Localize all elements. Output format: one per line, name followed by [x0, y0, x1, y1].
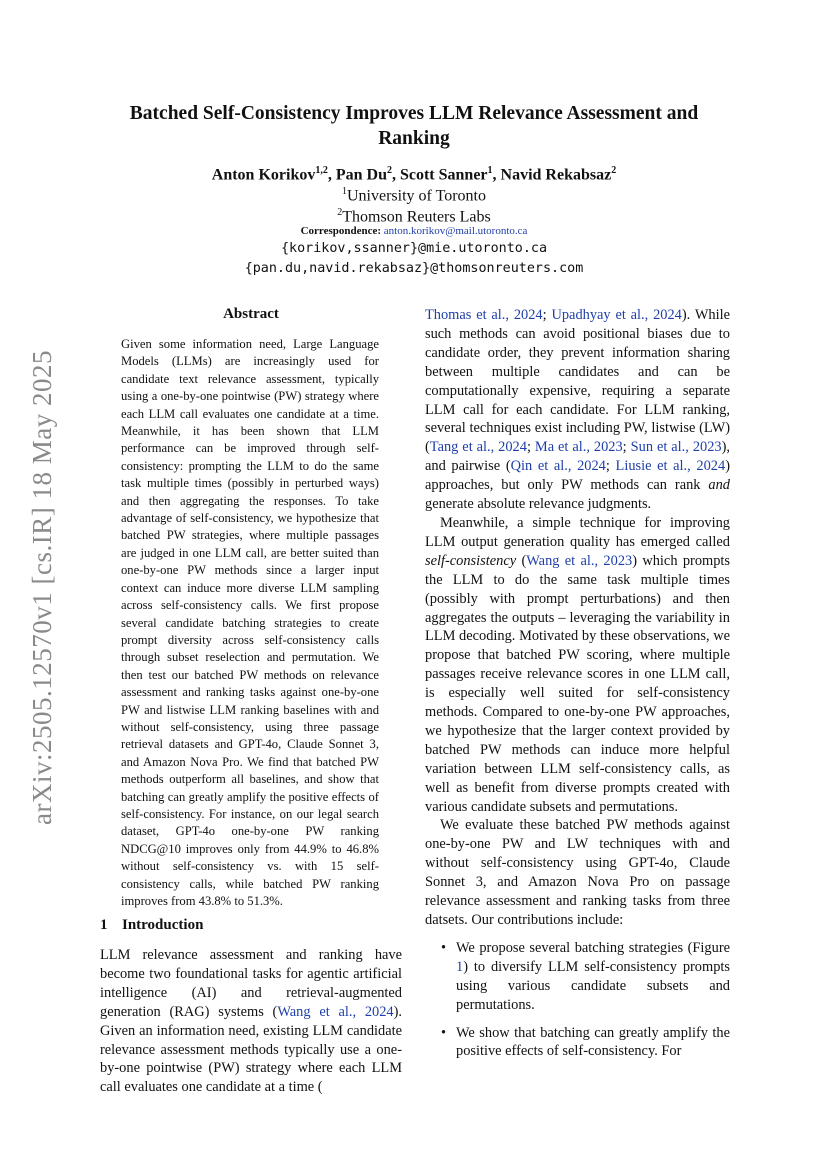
introduction-paragraph-2	[425, 514, 730, 817]
body-text: ) approaches, but only PW methods can rank	[425, 458, 730, 494]
arxiv-identifier-text: arXiv:2505.12570v1 [cs.IR] 18 May 2025	[26, 350, 57, 825]
contributions-list	[425, 939, 730, 1061]
citation-link[interactable]: Liusie et al., 2024	[615, 458, 726, 475]
body-text: We show that batching can greatly amplify the positive effects of self-consistency. For	[456, 1024, 730, 1060]
citation-separator: ;	[542, 307, 552, 323]
emphasis-text: and	[708, 477, 730, 494]
arxiv-identifier-stamp	[22, 345, 62, 830]
section-heading-introduction	[100, 917, 402, 934]
affiliation-mark: 1	[341, 186, 347, 197]
figure-reference-link[interactable]: 1	[456, 958, 464, 975]
body-text: Meanwhile, a simple technique for improving LLM output generation quality has emerged called	[425, 514, 730, 550]
author-separator: ,	[492, 166, 501, 184]
affiliation-name: University of Toronto	[346, 187, 486, 205]
body-text: (	[516, 552, 527, 569]
right-column	[425, 306, 730, 1070]
author-affiliation-mark: 2	[611, 165, 617, 176]
citation-separator: ;	[526, 439, 535, 456]
correspondence-label: Correspondence:	[300, 225, 382, 237]
bullet-icon: •	[441, 1024, 447, 1041]
citation-link[interactable]: Upadhyay et al., 2024	[551, 307, 682, 323]
author-name: Pan Du	[335, 166, 387, 184]
author-separator: ,	[327, 166, 336, 184]
body-text: generate absolute relevance judgments.	[425, 496, 652, 513]
body-text: LLM relevance assessment and ranking have become two foundational tasks for agentic artificial intelligence (AI) and retrieval-augmented generation (RAG) systems (	[100, 947, 402, 1020]
bullet-icon: •	[441, 939, 447, 956]
introduction-paragraph-1-continued	[425, 306, 730, 514]
abstract-heading: Abstract	[223, 306, 279, 322]
author-affiliation-mark: 1,2	[315, 165, 328, 176]
body-text: ) which prompts the LLM to do the same task multiple times (possibly with prompt perturbations) and then aggregates the outputs – leveraging the variability in LLM decoding. Motivated by these observations, we propose that batched PW scoring, where multiple passages receive relevance scores in one LLM call, is especially well suited for self-consistency methods. Compared to one-by-one PW approaches, we hypothesize that the larger context provided by batched PW methods can induce more helpful variation between LLM self-consistency calls, as well as benefit from diverse prompts created with various candidate subsets and permutations.	[425, 552, 731, 815]
body-text: ) to diversify LLM self-consistency prompts using various candidate subsets and permutations.	[456, 958, 730, 1013]
author-name: Navid Rekabsaz	[500, 166, 612, 184]
contribution-item	[425, 1024, 730, 1062]
citation-link[interactable]: Qin et al., 2024	[510, 458, 606, 475]
paper-title: Batched Self-Consistency Improves LLM Relevance Assessment and Ranking	[129, 103, 699, 149]
citation-separator: ;	[605, 458, 616, 475]
citation-link[interactable]: Wang et al., 2024	[277, 1003, 394, 1020]
author-separator: ,	[391, 166, 400, 184]
introduction-paragraph-1	[100, 946, 402, 1097]
citation-link[interactable]: Thomas et al., 2024	[425, 307, 543, 323]
author-name: Anton Korikov	[211, 166, 316, 184]
correspondence-line	[100, 224, 728, 238]
body-text: ), and pairwise (	[425, 439, 730, 475]
section-title-text: Introduction	[122, 917, 204, 933]
author-emails-line-1: {korikov,ssanner}@mie.utoronto.ca	[280, 241, 548, 256]
body-text: ). Given an information need, existing LLM candidate relevance assessment methods typically use a one-by-one pointwise (PW) strategy where each LLM call evaluates one candidate at a time (	[100, 1003, 402, 1096]
body-text: We propose several batching strategies (Figure	[456, 939, 730, 956]
author-affiliation-mark: 1	[487, 165, 493, 176]
citation-link[interactable]: Sun et al., 2023	[630, 439, 722, 456]
introduction-paragraph-3: We evaluate these batched PW methods against one-by-one PW and LW techniques with and without self-consistency using GPT-4o, Claude Sonnet 3, and Amazon Nova Pro on passage relevance assessment and ranking tasks from three datsets. Our contributions include:	[425, 817, 730, 928]
correspondence-email-link[interactable]: anton.korikov@mail.utoronto.ca	[383, 225, 528, 237]
contribution-item	[425, 939, 730, 1015]
author-affiliation-mark: 2	[386, 165, 392, 176]
section-number: 1	[100, 917, 108, 933]
citation-separator: ;	[622, 439, 631, 456]
author-name: Scott Sanner	[399, 166, 488, 184]
emphasis-text: self-consistency	[425, 552, 517, 569]
body-text: ). While such methods can avoid positional biases due to candidate order, they prevent information sharing between multiple candidates and can be computationally expensive, requiring a separate LLM call for each candidate. For LLM ranking, several techniques exist including PW, listwise (LW) (	[425, 307, 731, 456]
citation-link[interactable]: Ma et al., 2023	[534, 439, 623, 456]
citation-link[interactable]: Wang et al., 2023	[526, 552, 633, 569]
citation-link[interactable]: Tang et al., 2024	[429, 439, 527, 456]
affiliation-mark: 2	[337, 207, 343, 218]
author-emails-line-2: {pan.du,navid.rekabsaz}@thomsonreuters.com	[244, 261, 584, 276]
affiliation-name: Thomson Reuters Labs	[342, 208, 491, 226]
abstract-text: Given some information need, Large Language Models (LLMs) are increasingly used for candidate text relevance assessment, typically using a one-by-one pointwise (PW) strategy where each LLM call evaluates one candidate at a time. Meanwhile, it has been shown that LLM performance can be improved through self-consistency: prompting the LLM to do the same task multiple times (possibly in perturbed ways) and then aggregating the responses. To take advantage of self-consistency, we hypothesize that batched PW strategies, where multiple passages are judged in one LLM call, are better suited than one-by-one PW methods since a larger input context can induce more diverse LLM sampling across self-consistency calls. We first propose several candidate batching strategies to create prompt diversity across self-consistency calls through subset reselection and permutation. We then test our batched PW methods on relevance assessment and ranking tasks against one-by-one PW and listwise LLM ranking baselines with and without self-consistency, using three passage retrieval datasets and GPT-4o, Claude Sonnet 3, and Amazon Nova Pro. We find that batched PW methods outperform all baselines, and show that batching can greatly amplify the positive effects of self-consistency. For instance, on our legal search dataset, GPT-4o one-by-one PW ranking NDCG@10 improves only from 44.9% to 46.8% without self-consistency vs. with 15 self-consistency calls, while batched PW ranking improves from 43.8% to 51.3%.	[121, 337, 379, 908]
